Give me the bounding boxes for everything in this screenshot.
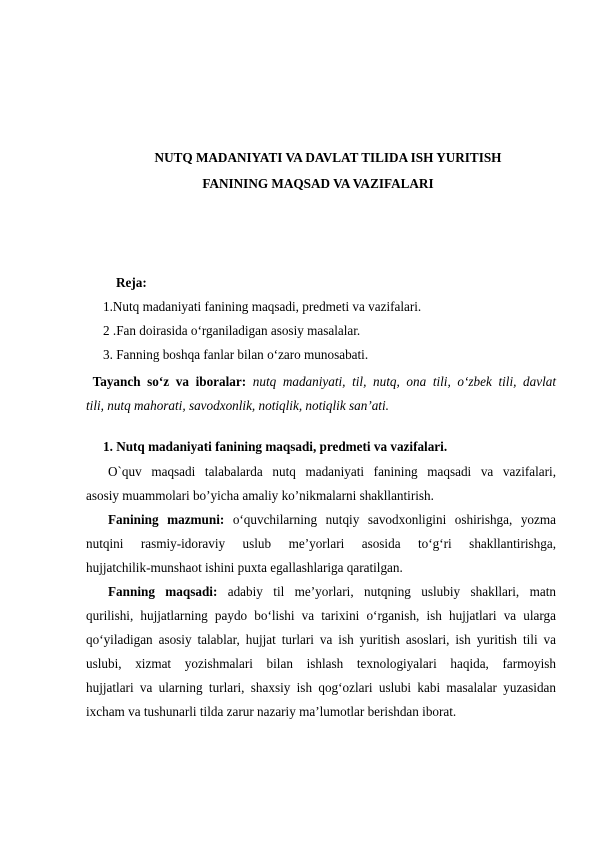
aim-line-3: qo‘yiladigan asosiy talablar, hujjat turlari va ish yuritish asoslari, ish yuritish tili va bbox=[86, 632, 556, 647]
aim-line-2: qurilishi, hujjatlarning paydo bo‘lishi va tarixini o‘rganish, ish hujjatlari va ularga bbox=[86, 608, 556, 623]
content-line-2: nutqini rasmiy-idoraviy uslub me’yorlari asosida to‘g‘ri shakllantirishga, bbox=[86, 536, 556, 551]
goal-line-1: O`quv maqsadi talabalarda nutq madaniyati fanining maqsadi va vazifalari, bbox=[108, 464, 556, 479]
keywords-line-1 bbox=[86, 374, 556, 390]
aim-label: Fanning maqsadi: bbox=[108, 584, 218, 599]
plan-item-1: 1.Nutq madaniyati fanining maqsadi, predmeti va vazifalari. bbox=[103, 299, 422, 314]
content-line-3: hujjatchilik-munshaot ishini puxta egallashlariga qaratilgan. bbox=[86, 560, 403, 575]
plan-item-3: 3. Fanning boshqa fanlar bilan o‘zaro munosabati. bbox=[103, 347, 369, 362]
document-title-line-1: NUTQ MADANIYATI VA DAVLAT TILIDA ISH YURITISH bbox=[154, 150, 502, 165]
aim-line-5: hujjatlari va ularning turlari, shaxsiy ish qog‘ozlari uslubi kabi masalalar yuzasidan bbox=[86, 680, 556, 695]
aim-line-4: uslubi, xizmat yozishmalari bilan ishlash texnologiyalari haqida, farmoyish bbox=[86, 656, 556, 671]
keywords-line-2: tili, nutq mahorati, savodxonlik, notiqlik, notiqlik san’ati. bbox=[86, 398, 389, 413]
goal-line-2: asosiy muammolari bo’yicha amaliy ko’nikmalarni shakllantirish. bbox=[86, 488, 434, 503]
aim-line-1 bbox=[108, 584, 556, 600]
plan-heading: Reja: bbox=[116, 275, 147, 290]
content-label: Fanining mazmuni: bbox=[108, 512, 225, 527]
section-1-heading: 1. Nutq madaniyati fanining maqsadi, predmeti va vazifalari. bbox=[103, 439, 448, 454]
document-title-line-2: FANINING MAQSAD VA VAZIFALARI bbox=[202, 176, 434, 191]
keywords-text-1: nutq madaniyati, til, nutq, ona tili, o‘zbek tili, davlat bbox=[252, 374, 556, 389]
keywords-label: Tayanch so‘z va iboralar: bbox=[92, 374, 247, 389]
aim-text-1: adabiy til me’yorlari, nutqning uslubiy shakllari, matn bbox=[217, 584, 556, 599]
content-text-1: o‘quvchilarning nutqiy savodxonligini oshirishga, yozma bbox=[224, 512, 556, 527]
plan-item-2: 2 .Fan doirasida o‘rganiladigan asosiy masalalar. bbox=[103, 323, 361, 338]
content-line-1 bbox=[108, 512, 556, 528]
aim-line-6: ixcham va tushunarli tilda zarur nazariy ma’lumotlar berishdan iborat. bbox=[86, 704, 457, 719]
